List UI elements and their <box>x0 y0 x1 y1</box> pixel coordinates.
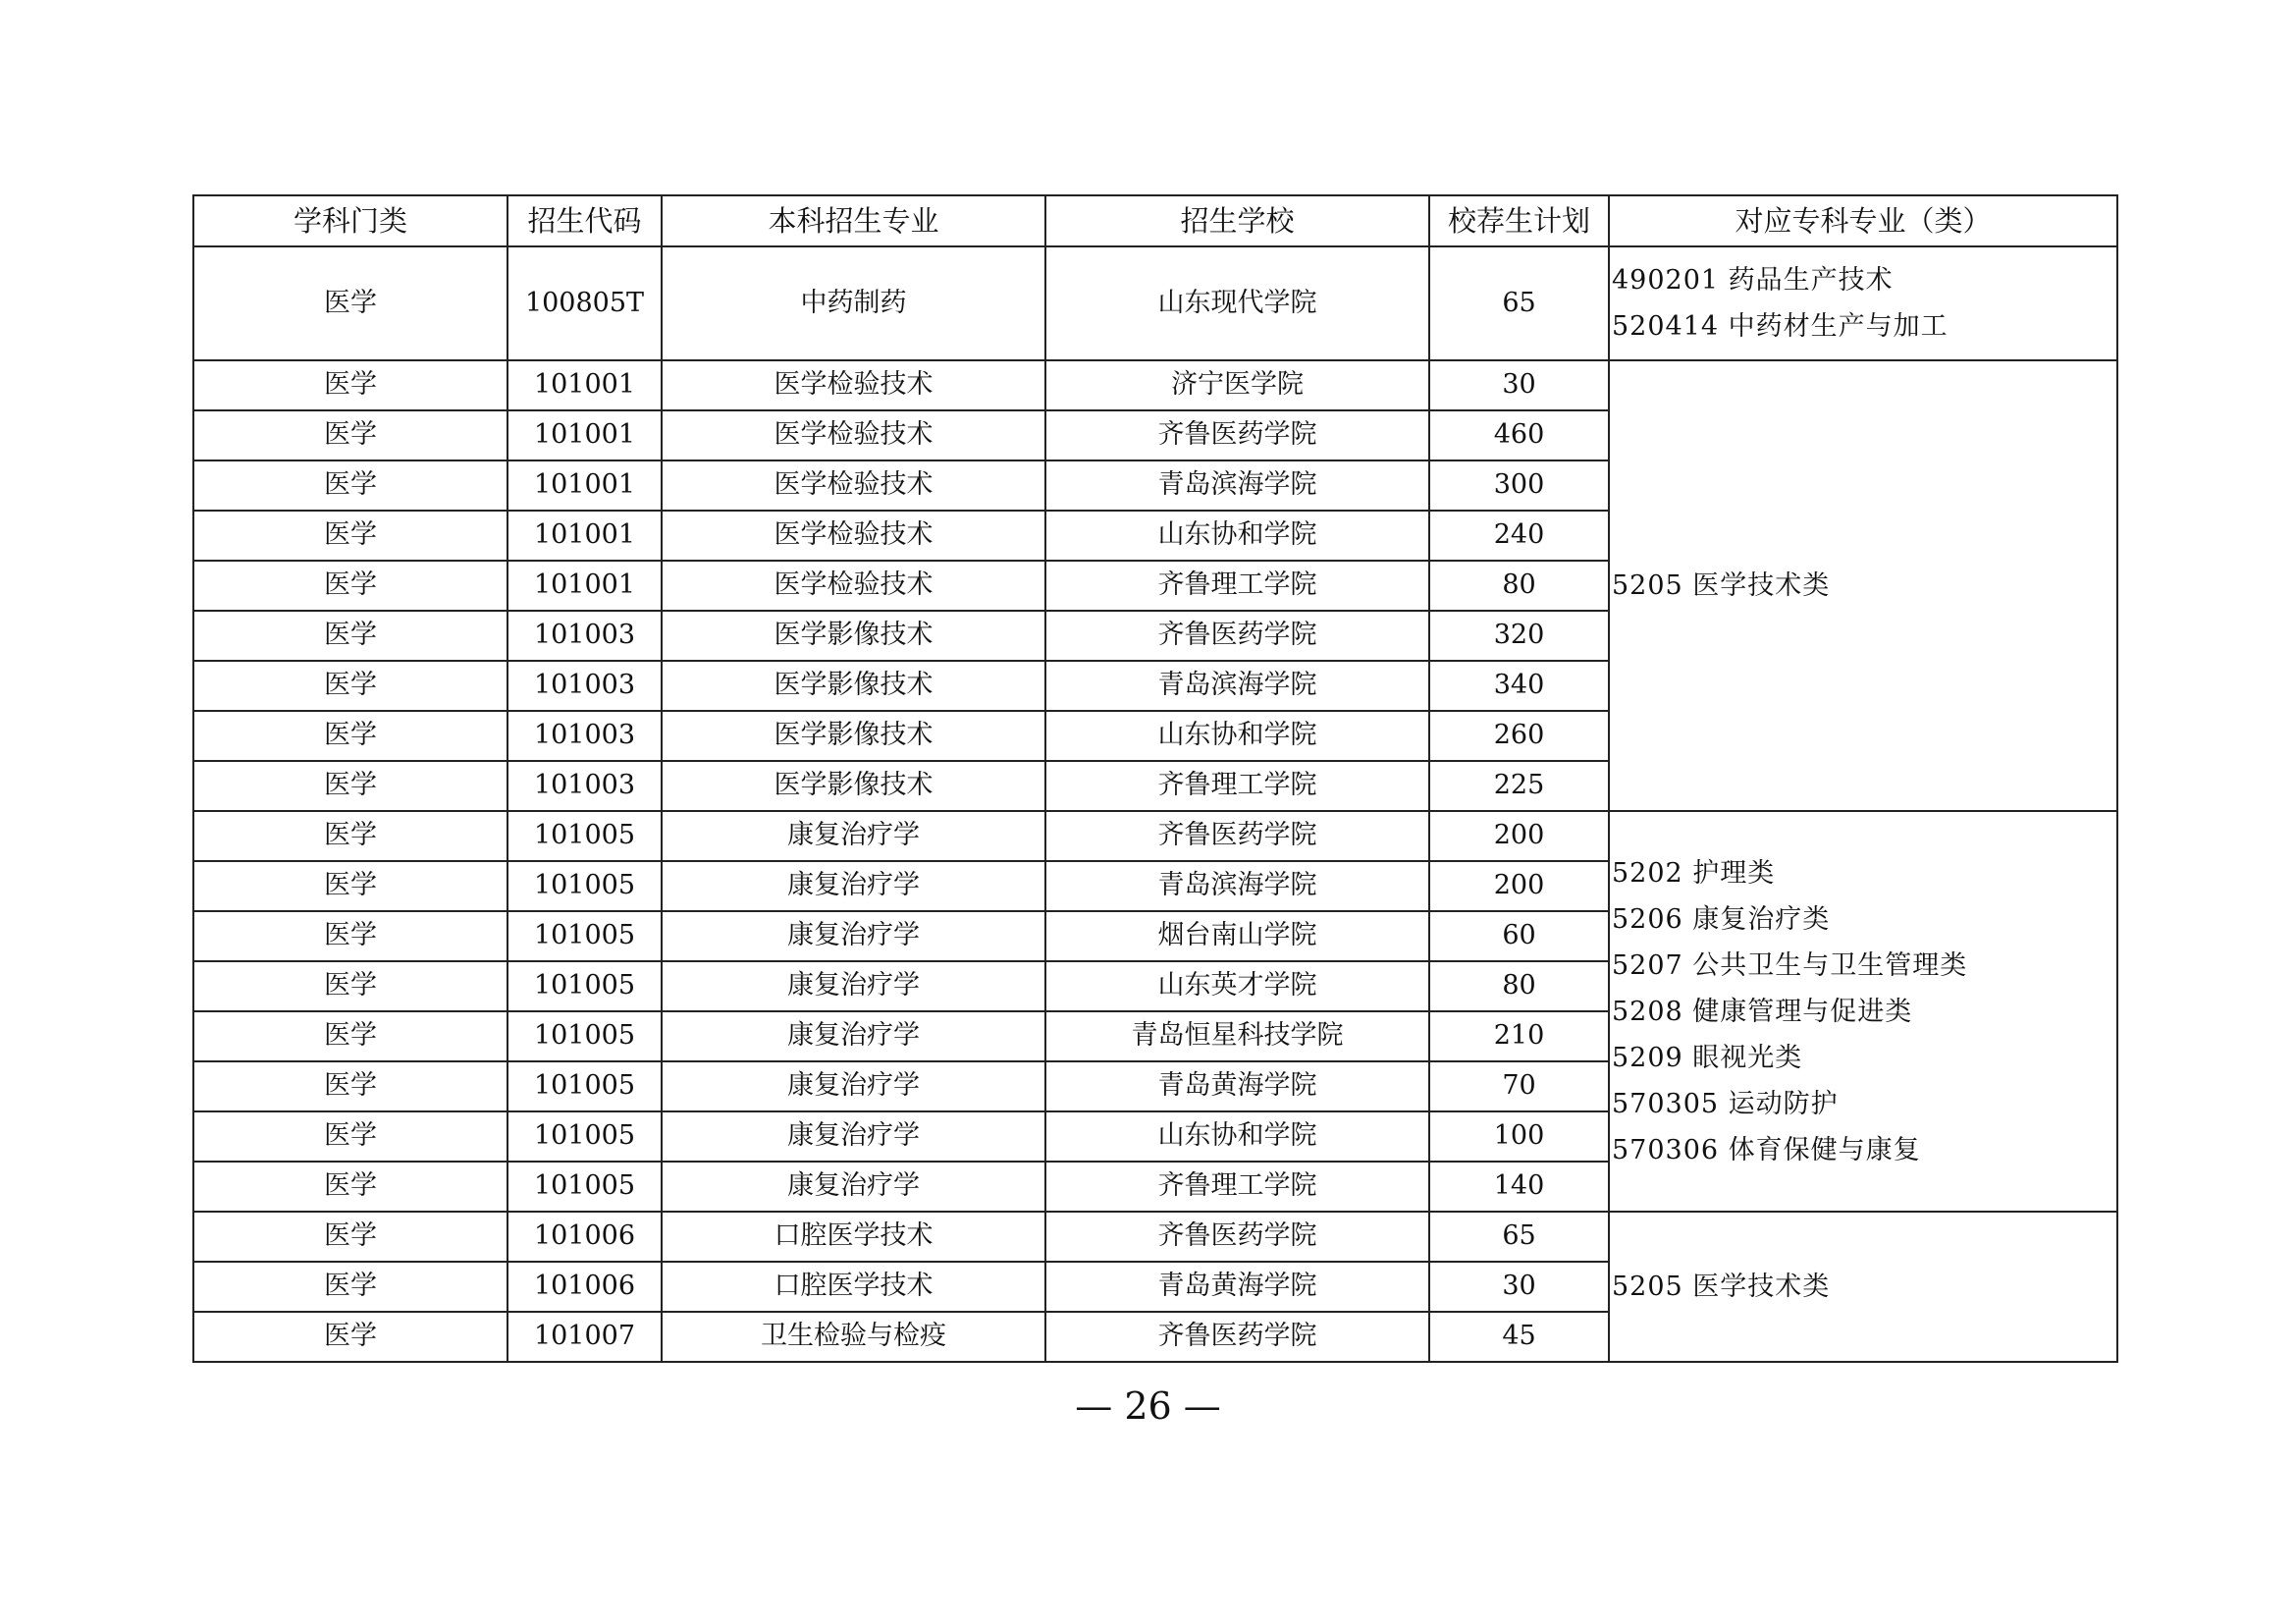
cell-mapped-major <box>1609 811 2117 1212</box>
cell-school: 齐鲁医药学院 <box>1045 611 1429 661</box>
mapped-major-line: 520414 中药材生产与加工 <box>1612 311 1949 342</box>
cell-discipline: 医学 <box>193 1061 507 1111</box>
mapped-major-line: 5209 眼视光类 <box>1612 1042 1803 1073</box>
cell-code: 101001 <box>507 360 662 410</box>
cell-code: 101005 <box>507 861 662 911</box>
cell-code: 101005 <box>507 911 662 961</box>
cell-major: 康复治疗学 <box>662 861 1045 911</box>
cell-discipline: 医学 <box>193 611 507 661</box>
cell-school: 齐鲁医药学院 <box>1045 1312 1429 1362</box>
cell-quota: 200 <box>1429 861 1609 911</box>
cell-major: 康复治疗学 <box>662 911 1045 961</box>
cell-code: 101003 <box>507 711 662 761</box>
cell-mapped-major <box>1609 360 2117 811</box>
header-school: 招生学校 <box>1045 195 1429 246</box>
cell-major: 医学影像技术 <box>662 611 1045 661</box>
cell-code: 101005 <box>507 1111 662 1162</box>
header-major: 本科招生专业 <box>662 195 1045 246</box>
header-mapped-major: 对应专科专业（类） <box>1609 195 2117 246</box>
cell-discipline: 医学 <box>193 246 507 360</box>
cell-school: 青岛滨海学院 <box>1045 861 1429 911</box>
cell-school: 山东英才学院 <box>1045 961 1429 1011</box>
cell-school: 齐鲁理工学院 <box>1045 761 1429 811</box>
mapped-major-line: 5206 康复治疗类 <box>1612 903 1831 935</box>
header-quota: 校荐生计划 <box>1429 195 1609 246</box>
cell-mapped-major <box>1609 1212 2117 1362</box>
cell-school: 济宁医学院 <box>1045 360 1429 410</box>
cell-quota: 300 <box>1429 460 1609 511</box>
cell-discipline: 医学 <box>193 1162 507 1212</box>
header-row <box>193 195 2117 246</box>
mapped-major-line: 490201 药品生产技术 <box>1612 265 1894 296</box>
cell-code: 101006 <box>507 1262 662 1312</box>
cell-discipline: 医学 <box>193 1111 507 1162</box>
cell-code: 101005 <box>507 1011 662 1061</box>
cell-code: 101005 <box>507 961 662 1011</box>
cell-discipline: 医学 <box>193 861 507 911</box>
mapped-major-line: 570306 体育保健与康复 <box>1612 1134 1921 1165</box>
cell-major: 康复治疗学 <box>662 1061 1045 1111</box>
cell-school: 齐鲁医药学院 <box>1045 1212 1429 1262</box>
cell-discipline: 医学 <box>193 661 507 711</box>
cell-major: 康复治疗学 <box>662 1011 1045 1061</box>
cell-code: 101007 <box>507 1312 662 1362</box>
cell-code: 101006 <box>507 1212 662 1262</box>
mapped-major-line: 5202 护理类 <box>1612 857 1776 889</box>
cell-major: 医学影像技术 <box>662 661 1045 711</box>
cell-major: 康复治疗学 <box>662 1162 1045 1212</box>
cell-code: 101003 <box>507 611 662 661</box>
cell-major: 卫生检验与检疫 <box>662 1312 1045 1362</box>
cell-school: 齐鲁医药学院 <box>1045 811 1429 861</box>
cell-code: 101001 <box>507 460 662 511</box>
cell-discipline: 医学 <box>193 711 507 761</box>
cell-quota: 340 <box>1429 661 1609 711</box>
cell-code: 100805T <box>507 246 662 360</box>
cell-code: 101001 <box>507 410 662 460</box>
cell-major: 医学影像技术 <box>662 711 1045 761</box>
cell-discipline: 医学 <box>193 761 507 811</box>
cell-quota: 200 <box>1429 811 1609 861</box>
cell-code: 101005 <box>507 1162 662 1212</box>
table-header <box>193 195 2117 246</box>
cell-major: 医学检验技术 <box>662 561 1045 611</box>
cell-major: 康复治疗学 <box>662 1111 1045 1162</box>
table-row <box>193 1212 2117 1262</box>
cell-quota: 80 <box>1429 561 1609 611</box>
cell-code: 101003 <box>507 661 662 711</box>
cell-school: 青岛滨海学院 <box>1045 460 1429 511</box>
mapped-major-line: 570305 运动防护 <box>1612 1088 1839 1119</box>
table-row <box>193 246 2117 360</box>
cell-quota: 65 <box>1429 1212 1609 1262</box>
cell-school: 齐鲁理工学院 <box>1045 561 1429 611</box>
cell-discipline: 医学 <box>193 360 507 410</box>
cell-quota: 210 <box>1429 1011 1609 1061</box>
cell-discipline: 医学 <box>193 1011 507 1061</box>
table-body <box>193 246 2117 1362</box>
cell-code: 101005 <box>507 811 662 861</box>
cell-quota: 140 <box>1429 1162 1609 1212</box>
cell-school: 山东协和学院 <box>1045 511 1429 561</box>
cell-discipline: 医学 <box>193 561 507 611</box>
cell-major: 医学影像技术 <box>662 761 1045 811</box>
cell-school: 青岛黄海学院 <box>1045 1061 1429 1111</box>
cell-quota: 240 <box>1429 511 1609 561</box>
cell-quota: 260 <box>1429 711 1609 761</box>
cell-school: 烟台南山学院 <box>1045 911 1429 961</box>
cell-code: 101001 <box>507 561 662 611</box>
cell-quota: 30 <box>1429 1262 1609 1312</box>
cell-code: 101001 <box>507 511 662 561</box>
cell-quota: 60 <box>1429 911 1609 961</box>
cell-major: 医学检验技术 <box>662 360 1045 410</box>
cell-quota: 100 <box>1429 1111 1609 1162</box>
cell-school: 山东现代学院 <box>1045 246 1429 360</box>
cell-school: 山东协和学院 <box>1045 711 1429 761</box>
mapped-major-line: 5207 公共卫生与卫生管理类 <box>1612 949 1968 981</box>
cell-discipline: 医学 <box>193 1212 507 1262</box>
cell-quota: 65 <box>1429 246 1609 360</box>
header-discipline: 学科门类 <box>193 195 507 246</box>
cell-school: 齐鲁理工学院 <box>1045 1162 1429 1212</box>
cell-quota: 320 <box>1429 611 1609 661</box>
cell-discipline: 医学 <box>193 961 507 1011</box>
cell-school: 齐鲁医药学院 <box>1045 410 1429 460</box>
cell-major: 口腔医学技术 <box>662 1262 1045 1312</box>
cell-code: 101005 <box>507 1061 662 1111</box>
cell-discipline: 医学 <box>193 511 507 561</box>
mapped-major-line: 5205 医学技术类 <box>1612 570 1831 601</box>
cell-quota: 225 <box>1429 761 1609 811</box>
cell-major: 医学检验技术 <box>662 511 1045 561</box>
cell-discipline: 医学 <box>193 811 507 861</box>
cell-major: 医学检验技术 <box>662 460 1045 511</box>
cell-major: 康复治疗学 <box>662 961 1045 1011</box>
cell-school: 青岛恒星科技学院 <box>1045 1011 1429 1061</box>
cell-school: 山东协和学院 <box>1045 1111 1429 1162</box>
cell-discipline: 医学 <box>193 410 507 460</box>
cell-mapped-major <box>1609 246 2117 360</box>
cell-major: 康复治疗学 <box>662 811 1045 861</box>
cell-discipline: 医学 <box>193 1262 507 1312</box>
cell-school: 青岛黄海学院 <box>1045 1262 1429 1312</box>
cell-quota: 460 <box>1429 410 1609 460</box>
mapped-major-line: 5208 健康管理与促进类 <box>1612 996 1913 1027</box>
cell-major: 中药制药 <box>662 246 1045 360</box>
table-row <box>193 811 2117 861</box>
cell-discipline: 医学 <box>193 460 507 511</box>
cell-major: 医学检验技术 <box>662 410 1045 460</box>
cell-discipline: 医学 <box>193 911 507 961</box>
cell-quota: 80 <box>1429 961 1609 1011</box>
header-code: 招生代码 <box>507 195 662 246</box>
page-number: — 26 — <box>1075 1384 1221 1428</box>
cell-major: 口腔医学技术 <box>662 1212 1045 1262</box>
cell-code: 101003 <box>507 761 662 811</box>
mapped-major-line: 5205 医学技术类 <box>1612 1272 1831 1302</box>
admissions-table <box>192 194 2118 1363</box>
cell-discipline: 医学 <box>193 1312 507 1362</box>
table-row <box>193 360 2117 410</box>
cell-school: 青岛滨海学院 <box>1045 661 1429 711</box>
cell-quota: 45 <box>1429 1312 1609 1362</box>
cell-quota: 30 <box>1429 360 1609 410</box>
cell-quota: 70 <box>1429 1061 1609 1111</box>
